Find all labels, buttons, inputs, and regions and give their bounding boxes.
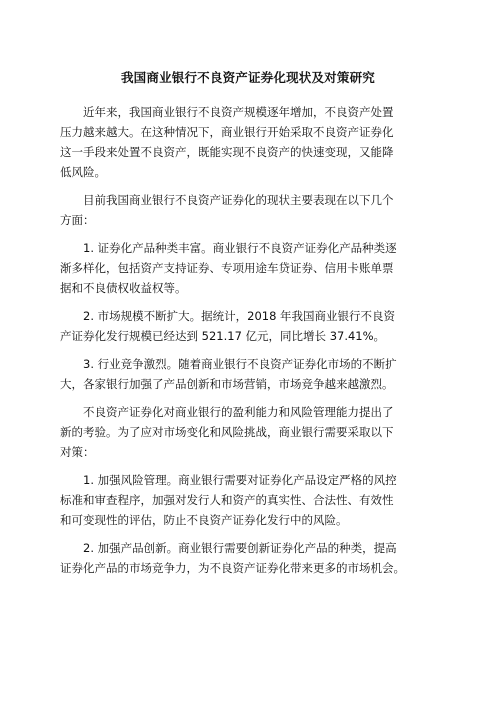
paragraph-strategy-2 (60, 538, 436, 578)
text-line: 2. 市场规模不断扩大。据统计，2018 年我国商业银行不良资 (83, 309, 396, 323)
text-line: 据和不良债权收益权等。 (60, 281, 187, 295)
text-line: 大，各家银行加强了产品创新和市场营销，市场竞争越来越激烈。 (60, 377, 394, 391)
text-line: 1. 加强风险管理。商业银行需要对证券化产品设定严格的风控 (83, 473, 397, 487)
paragraph-status-point-2 (60, 306, 436, 346)
text-line: 渐多样化，包括资产支持证券、专项用途车贷证券、信用卡账单票 (60, 261, 394, 275)
paragraph-strategy-1 (60, 470, 436, 530)
text-line: 和可变现性的评估，防止不良资产证券化发行中的风险。 (60, 513, 348, 527)
paragraph-intro (60, 102, 436, 182)
text-line: 标准和审查程序，加强对发行人和资产的真实性、合法性、有效性 (60, 493, 394, 507)
text-line: 低风险。 (60, 165, 106, 179)
text-line: 近年来，我国商业银行不良资产规模逐年增加，不良资产处置 (83, 105, 394, 119)
paragraph-challenges (60, 402, 436, 462)
text-line: 1. 证券化产品种类丰富。商业银行不良资产证券化产品种类逐 (83, 241, 397, 255)
text-line: 新的考验。为了应对市场变化和风险挑战，商业银行需要采取以下 (60, 425, 394, 439)
text-line: 不良资产证券化对商业银行的盈利能力和风险管理能力提出了 (83, 405, 394, 419)
text-line: 目前我国商业银行不良资产证券化的现状主要表现在以下几个 (83, 193, 394, 207)
text-line: 压力越来越大。在这种情况下，商业银行开始采取不良资产证券化 (60, 125, 394, 139)
paragraph-status (60, 190, 436, 230)
paragraph-status-point-1 (60, 238, 436, 298)
text-line: 3. 行业竞争激烈。随着商业银行不良资产证券化市场的不断扩 (83, 357, 397, 371)
text-line: 证券化产品的市场竞争力，为不良资产证券化带来更多的市场机会。 (60, 561, 405, 575)
text-line: 2. 加强产品创新。商业银行需要创新证券化产品的种类，提高 (83, 541, 397, 555)
document-title: 我国商业银行不良资产证券化现状及对策研究 (120, 70, 375, 85)
paragraph-status-point-3 (60, 354, 436, 394)
text-line: 方面： (60, 213, 95, 227)
text-line: 对策： (60, 445, 95, 459)
text-line: 产证券化发行规模已经达到 521.17 亿元，同比增长 37.41%。 (60, 329, 386, 343)
text-line: 这一手段来处置不良资产，既能实现不良资产的快速变现，又能降 (60, 145, 394, 159)
